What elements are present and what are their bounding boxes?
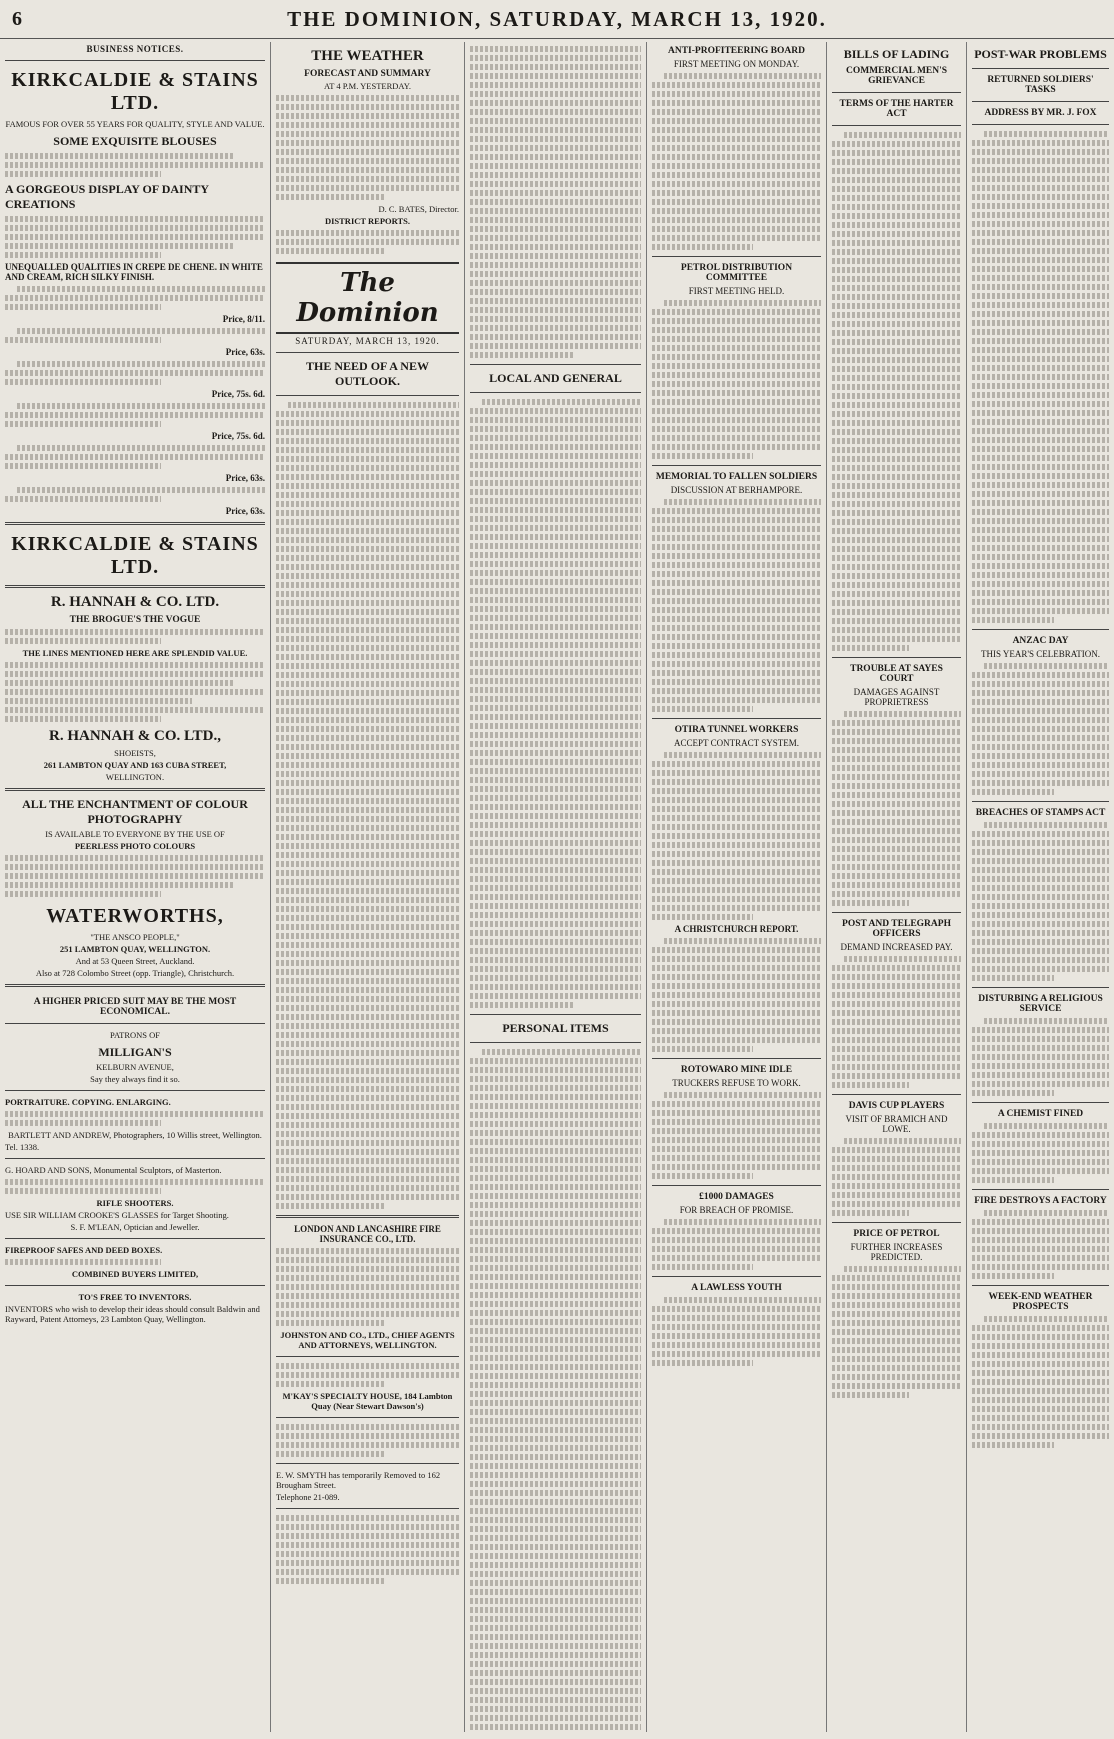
price: Price, 75s. 6d. <box>211 431 265 441</box>
article-body <box>652 938 821 1052</box>
lower-ad-block <box>5 993 265 1326</box>
divider <box>5 1090 265 1091</box>
rotowaro-sub: TRUCKERS REFUSE TO WORK. <box>672 1078 801 1088</box>
article-body <box>832 1138 961 1216</box>
memorial-heading: MEMORIAL TO FALLEN SOLDIERS <box>655 472 818 482</box>
personal-heading: PERSONAL ITEMS <box>502 1021 609 1035</box>
milligan-heading: A HIGHER PRICED SUIT MAY BE THE MOST ECONOMICAL. <box>33 997 237 1017</box>
divider <box>5 522 265 525</box>
mkay-address: M'KAY'S SPECIALTY HOUSE, 184 Lambton Quay (Near Stewart Dawson's) <box>282 1391 453 1411</box>
district-reports: DISTRICT REPORTS. <box>324 216 411 226</box>
article-body <box>5 216 265 258</box>
rifle-heading: RIFLE SHOOTERS. <box>96 1198 174 1208</box>
article-body <box>832 132 961 651</box>
leader-heading: THE NEED OF A NEW OUTLOOK. <box>306 359 429 388</box>
divider <box>5 60 265 61</box>
smyth-telephone: Telephone 21-089. <box>276 1492 340 1502</box>
price: Price, 8/11. <box>222 314 265 324</box>
divider <box>5 1238 265 1239</box>
post-heading: POST AND TELEGRAPH OFFICERS <box>842 919 951 939</box>
article-body <box>972 663 1109 795</box>
article-body <box>972 1210 1109 1279</box>
divider <box>276 1463 459 1464</box>
article-body <box>972 131 1109 623</box>
inventors-body: INVENTORS who wish to develop their ideas should consult Baldwin and Rayward, Patent Attorneys, 23 Lambton Quay, Wellington. <box>5 1304 260 1324</box>
article-body <box>5 629 265 644</box>
divider <box>972 1285 1109 1286</box>
article-body <box>5 361 265 385</box>
postwar-sub: RETURNED SOLDIERS' TASKS <box>987 75 1094 95</box>
london-heading: LONDON AND LANCASHIRE FIRE INSURANCE CO., LTD. <box>294 1224 441 1244</box>
crooke: USE SIR WILLIAM CROOKE'S GLASSES for Target Shooting. <box>5 1210 229 1220</box>
waterworths-address: 251 LAMBTON QUAY, WELLINGTON. <box>59 944 211 954</box>
kirkcaldie-tagline: FAMOUS FOR OVER 55 YEARS FOR QUALITY, STYLE AND VALUE. <box>5 119 265 129</box>
rotowaro-heading: ROTOWARO MINE IDLE <box>680 1065 793 1075</box>
postwar-sub-2: ADDRESS BY MR. J. FOX <box>984 108 1097 118</box>
christchurch-report: A CHRISTCHURCH REPORT. <box>674 924 799 934</box>
divider <box>5 1158 265 1159</box>
divider <box>470 1042 641 1043</box>
hannah-tagline: THE BROGUE'S THE VOGUE <box>69 615 201 625</box>
article-body <box>5 328 265 343</box>
petrol-sub: FIRST MEETING HELD. <box>688 286 785 296</box>
trouble-heading: TROUBLE AT SAYES COURT <box>850 664 943 684</box>
disturbing-heading: DISTURBING A RELIGIOUS SERVICE <box>978 994 1103 1014</box>
divider <box>972 124 1109 125</box>
post-sub: DEMAND INCREASED PAY. <box>840 942 953 952</box>
display-heading: A GORGEOUS DISPLAY OF DAINTY CREATIONS <box>5 182 209 211</box>
davis-heading: DAVIS CUP PLAYERS <box>848 1101 945 1111</box>
divider <box>652 1058 821 1059</box>
divider <box>832 92 961 93</box>
hannah-city: WELLINGTON. <box>105 772 165 782</box>
waterworths-title: WATERWORTHS, <box>46 905 224 927</box>
article-body <box>5 1111 265 1126</box>
column-news-items <box>647 42 826 1732</box>
divider <box>470 1014 641 1015</box>
otira-heading: OTIRA TUNNEL WORKERS <box>674 725 799 735</box>
article-body <box>5 855 265 897</box>
divider <box>972 1102 1109 1103</box>
hannah-title-2: R. HANNAH & CO. LTD., <box>49 728 221 744</box>
lading-sub: COMMERCIAL MEN'S GRIEVANCE <box>845 66 948 86</box>
article-body <box>652 300 821 459</box>
column-returned-soldiers <box>967 42 1114 1732</box>
waterworths-sub: "THE ANSCO PEOPLE," <box>90 932 180 942</box>
divider <box>972 68 1109 69</box>
article-body <box>832 956 961 1088</box>
weekend-heading: WEEK-END WEATHER PROSPECTS <box>988 1292 1093 1312</box>
colour-sub: IS AVAILABLE TO EVERYONE BY THE USE OF <box>45 829 225 839</box>
weather-signature: D. C. BATES, Director. <box>378 204 459 214</box>
divider <box>832 1222 961 1223</box>
milligan-address: KELBURN AVENUE, <box>96 1062 174 1072</box>
article-body <box>652 752 821 920</box>
blouses-heading: SOME EXQUISITE BLOUSES <box>53 134 217 148</box>
price: Price, 63s. <box>225 506 265 516</box>
hannah-address: 261 LAMBTON QUAY AND 163 CUBA STREET, <box>43 760 227 770</box>
column-commerce <box>827 42 966 1732</box>
factory-heading: FIRE DESTROYS A FACTORY <box>974 1196 1107 1206</box>
leader-body <box>276 402 459 1209</box>
kirkcaldie-title: KIRKCALDIE & STAINS LTD. <box>11 69 259 114</box>
price: Price, 63s. <box>225 473 265 483</box>
divider <box>972 629 1109 630</box>
divider <box>972 801 1109 802</box>
divider <box>832 912 961 913</box>
article-body <box>972 1018 1109 1096</box>
article-body <box>972 1316 1109 1448</box>
trouble-sub: DAMAGES AGAINST PROPRIETRESS <box>853 687 940 707</box>
column-weather-leader <box>271 42 464 1732</box>
hannah-title: R. HANNAH & CO. LTD. <box>50 594 220 610</box>
profiteering-heading: ANTI-PROFITEERING BOARD <box>668 46 805 56</box>
hannah-shoeists: SHOEISTS, <box>114 748 156 758</box>
article-body <box>5 487 265 502</box>
chemist-heading: A CHEMIST FINED <box>997 1109 1084 1119</box>
article-body <box>5 662 265 722</box>
divider <box>832 1094 961 1095</box>
divider <box>276 1417 459 1418</box>
article-body <box>972 822 1109 981</box>
divider <box>276 1356 459 1357</box>
divider <box>5 984 265 987</box>
weather-sub: FORECAST AND SUMMARY <box>304 69 431 79</box>
article-body <box>652 1219 821 1270</box>
article-body <box>276 1424 459 1457</box>
otira-sub: ACCEPT CONTRACT SYSTEM. <box>674 738 799 748</box>
article-body <box>276 1515 459 1584</box>
lading-heading: BILLS OF LADING <box>843 47 950 61</box>
masthead <box>0 0 1114 39</box>
article-body <box>5 445 265 469</box>
article-body <box>5 1179 265 1194</box>
divider <box>276 352 459 353</box>
postwar-heading: POST-WAR PROBLEMS <box>974 47 1107 61</box>
london-agents: JOHNSTON AND CO., LTD., CHIEF AGENTS AND ATTORNEYS, WELLINGTON. <box>280 1330 455 1350</box>
damages-heading: £1000 DAMAGES <box>699 1192 774 1202</box>
article-body <box>832 711 961 906</box>
article-body <box>276 95 459 200</box>
price: Price, 63s. <box>225 347 265 357</box>
article-body <box>5 286 265 310</box>
divider <box>652 256 821 257</box>
weather-heading: THE WEATHER <box>311 48 424 64</box>
divider <box>470 364 641 365</box>
telephone: Tel. 1338. <box>5 1142 40 1152</box>
breaches-heading: BREACHES OF STAMPS ACT <box>975 808 1106 818</box>
divider <box>652 1185 821 1186</box>
weather-time: AT 4 P.M. YESTERDAY. <box>324 81 411 91</box>
kirkcaldie-footer: KIRKCALDIE & STAINS LTD. <box>11 533 259 578</box>
anzac-heading: ANZAC DAY <box>1012 636 1069 646</box>
smyth-notice: E. W. SMYTH has temporarily Removed to 162 Brougham Street. <box>276 1470 441 1490</box>
article-body <box>276 1248 459 1326</box>
divider <box>5 1023 265 1024</box>
article-body <box>276 230 459 254</box>
petrol-heading: PETROL DISTRIBUTION COMMITTEE <box>680 263 793 283</box>
milligan-name: MILLIGAN'S <box>98 1045 172 1059</box>
article-body <box>5 1259 265 1265</box>
inventors: TO'S FREE TO INVENTORS. <box>78 1292 192 1302</box>
divider <box>652 1276 821 1277</box>
divider <box>652 465 821 466</box>
section-label: BUSINESS NOTICES. <box>86 44 184 54</box>
date-line: SATURDAY, MARCH 13, 1920. <box>295 336 440 346</box>
petrol-price-heading: PRICE OF PETROL <box>853 1229 940 1239</box>
milligan-say: Say they always find it so. <box>90 1074 180 1084</box>
combined: COMBINED BUYERS LIMITED, <box>71 1269 199 1279</box>
davis-sub: VISIT OF BRAMICH AND LOWE. <box>845 1114 948 1134</box>
waterworths-address-2: And at 53 Queen Street, Auckland. <box>75 956 195 966</box>
dominion-logo: The Dominion <box>276 262 459 334</box>
column-local-news <box>465 42 646 1732</box>
divider <box>276 395 459 396</box>
article-body <box>276 1363 459 1387</box>
price: Price, 75s. 6d. <box>211 389 265 399</box>
divider <box>972 101 1109 102</box>
local-heading: LOCAL AND GENERAL <box>489 371 622 385</box>
article-body <box>652 1092 821 1179</box>
memorial-sub: DISCUSSION AT BERHAMPORE. <box>670 485 803 495</box>
divider <box>652 718 821 719</box>
mclean: S. F. M'LEAN, Optician and Jeweller. <box>70 1222 200 1232</box>
crepe-heading: UNEQUALLED QUALITIES IN CREPE DE CHENE. IN WHITE AND CREAM, RICH SILKY FINISH. <box>5 262 263 282</box>
bartlett: BARTLETT AND ANDREW, Photographers, 10 Willis street, Wellington. <box>8 1130 262 1140</box>
article-body <box>972 1123 1109 1183</box>
divider <box>5 1285 265 1286</box>
divider <box>972 1189 1109 1190</box>
colour-sub-2: PEERLESS PHOTO COLOURS <box>74 841 196 851</box>
divider <box>470 392 641 393</box>
column-advertisements <box>0 42 270 1732</box>
article-body <box>470 46 641 358</box>
divider <box>276 1215 459 1218</box>
divider <box>276 1508 459 1509</box>
youth-heading: A LAWLESS YOUTH <box>691 1283 782 1293</box>
milligan-patrons: PATRONS OF <box>110 1030 160 1040</box>
hannah-values: THE LINES MENTIONED HERE ARE SPLENDID VALUE. <box>22 648 248 658</box>
lading-sub-2: TERMS OF THE HARTER ACT <box>839 99 954 119</box>
article-body <box>470 1049 641 1732</box>
article-body <box>5 153 265 177</box>
article-body <box>652 73 821 250</box>
article-body <box>470 399 641 1008</box>
page-number: 6 <box>12 8 22 30</box>
monumental: G. HOARD AND SONS, Monumental Sculptors, of Masterton. <box>5 1165 222 1175</box>
waterworths-address-3: Also at 728 Colombo Street (opp. Triangle), Christchurch. <box>35 968 235 978</box>
article-body <box>652 499 821 712</box>
portraiture: PORTRAITURE. COPYING. ENLARGING. <box>5 1097 171 1107</box>
divider <box>5 788 265 791</box>
lower-ads-left <box>5 993 265 1326</box>
divider <box>832 125 961 126</box>
profiteering-sub: FIRST MEETING ON MONDAY. <box>673 59 800 69</box>
divider <box>832 657 961 658</box>
masthead-title: THE DOMINION, SATURDAY, MARCH 13, 1920. <box>287 6 827 31</box>
article-body <box>5 403 265 427</box>
divider <box>5 585 265 588</box>
divider <box>972 987 1109 988</box>
anzac-sub: THIS YEAR'S CELEBRATION. <box>980 649 1101 659</box>
safes: FIREPROOF SAFES AND DEED BOXES. <box>5 1245 163 1255</box>
colour-heading: ALL THE ENCHANTMENT OF COLOUR PHOTOGRAPHY <box>22 797 248 826</box>
article-body <box>652 1297 821 1366</box>
petrol-price-sub: FURTHER INCREASES PREDICTED. <box>850 1242 943 1262</box>
damages-sub: FOR BREACH OF PROMISE. <box>679 1205 794 1215</box>
article-body <box>832 1266 961 1398</box>
